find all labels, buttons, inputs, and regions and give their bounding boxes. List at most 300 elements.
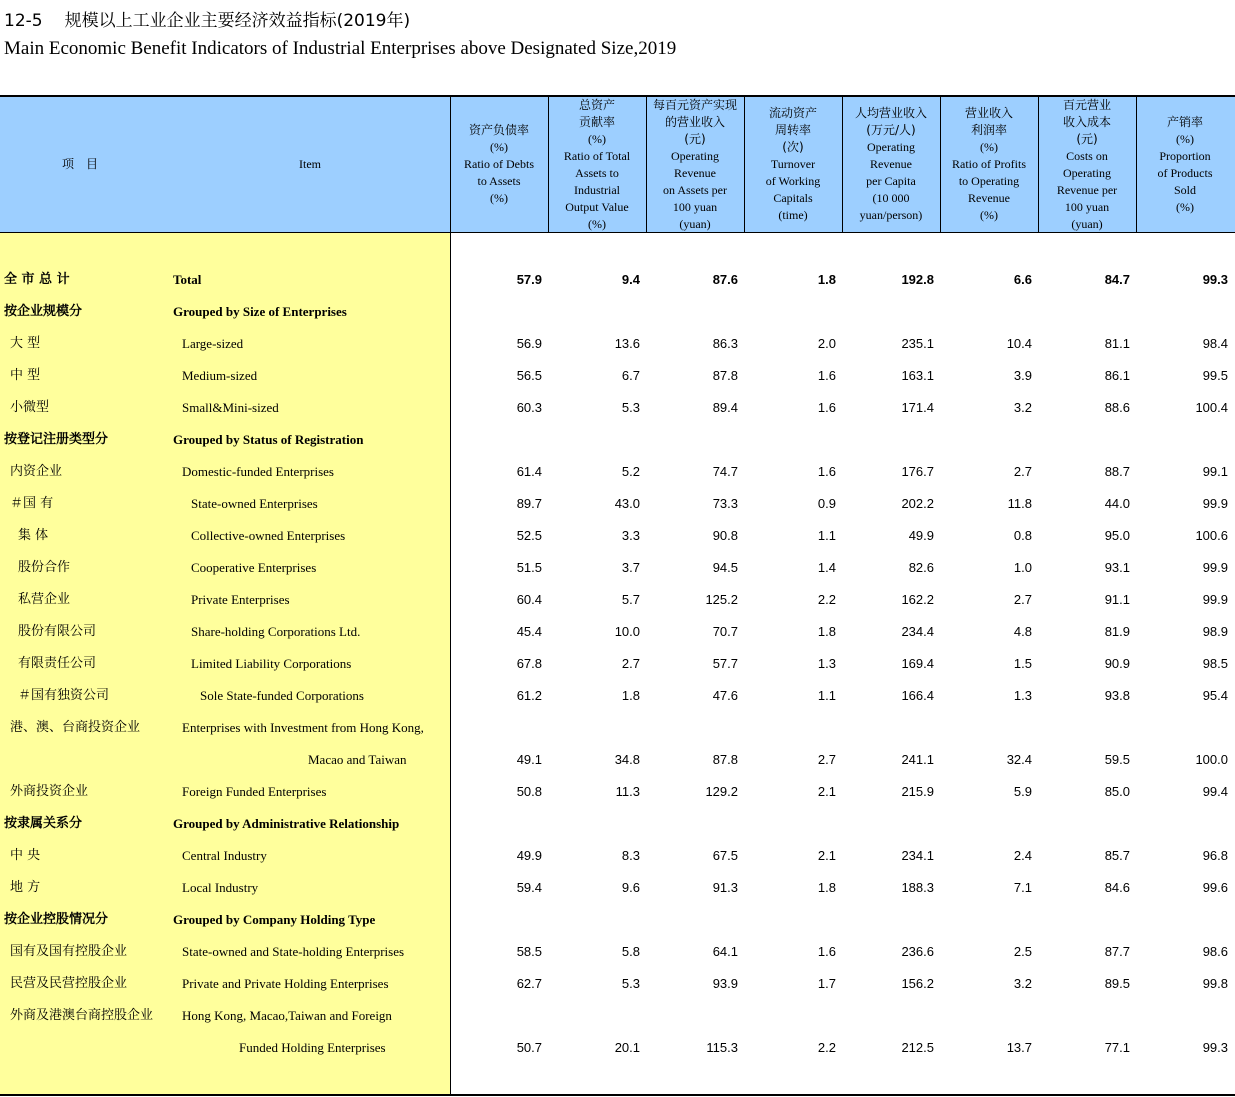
header-col-3-line: (yuan) xyxy=(679,216,711,231)
row-value-col-7: 88.6 xyxy=(1104,400,1130,415)
header-col-7-line: 百元营业 xyxy=(1062,97,1111,112)
row-value-col-1: 61.4 xyxy=(516,464,542,479)
row-value-col-6: 32.4 xyxy=(1006,752,1032,767)
row-value-col-4: 1.8 xyxy=(817,624,836,639)
row-value-col-1: 59.4 xyxy=(516,880,542,895)
row-label-en: Total xyxy=(173,272,202,287)
table-row xyxy=(0,456,1235,488)
row-value-col-3: 87.8 xyxy=(712,368,738,383)
row-value-col-7: 81.1 xyxy=(1104,336,1130,351)
header-col-3-line: on Assets per xyxy=(662,182,727,197)
row-value-col-1: 56.5 xyxy=(516,368,542,383)
row-value-col-2: 9.4 xyxy=(621,272,640,287)
row-value-col-3: 129.2 xyxy=(705,784,738,799)
row-value-col-1: 51.5 xyxy=(516,560,542,575)
row-value-col-5: 176.7 xyxy=(901,464,934,479)
row-value-col-7: 93.1 xyxy=(1104,560,1130,575)
row-value-col-7: 95.0 xyxy=(1104,528,1130,543)
row-value-col-2: 13.6 xyxy=(614,336,640,351)
row-value-col-1: 62.7 xyxy=(516,976,542,991)
row-value-col-1: 61.2 xyxy=(516,688,542,703)
row-value-col-8: 99.9 xyxy=(1202,496,1228,511)
row-value-col-3: 91.3 xyxy=(712,880,738,895)
row-value-col-5: 215.9 xyxy=(901,784,934,799)
header-col-2 xyxy=(548,97,646,232)
header-col-8-line: Proportion xyxy=(1159,148,1211,163)
row-value-col-8: 98.4 xyxy=(1202,336,1228,351)
column-divider xyxy=(646,97,647,233)
header-col-3-line: Operating xyxy=(671,148,719,163)
row-label-en: Foreign Funded Enterprises xyxy=(182,784,327,799)
row-label-en: Grouped by Administrative Relationship xyxy=(173,816,400,831)
row-value-col-2: 10.0 xyxy=(614,624,640,639)
row-value-col-6: 2.5 xyxy=(1013,944,1032,959)
table-row xyxy=(0,808,1235,840)
header-col-1-line: 资产负债率 xyxy=(468,123,529,137)
row-value-col-4: 1.6 xyxy=(817,944,836,959)
row-value-col-6: 1.3 xyxy=(1013,688,1032,703)
row-value-col-6: 0.8 xyxy=(1013,528,1032,543)
row-value-col-3: 86.3 xyxy=(712,336,738,351)
row-value-col-2: 5.3 xyxy=(621,976,640,991)
header-col-2-line: Ratio of Total xyxy=(563,148,631,163)
table-row xyxy=(0,968,1235,1000)
header-item-cn: 项 目 xyxy=(61,157,98,171)
row-label-cn: 有限责任公司 xyxy=(18,656,97,671)
header-col-1-line: to Assets xyxy=(477,174,521,188)
row-value-col-7: 59.5 xyxy=(1104,752,1130,767)
row-value-col-6: 5.9 xyxy=(1013,784,1032,799)
row-label-cn: 按隶属关系分 xyxy=(4,816,83,831)
row-value-col-8: 99.8 xyxy=(1202,976,1228,991)
row-value-col-5: 82.6 xyxy=(908,560,934,575)
row-value-col-2: 8.3 xyxy=(621,848,640,863)
row-value-col-3: 74.7 xyxy=(712,464,738,479)
row-value-col-3: 90.8 xyxy=(712,528,738,543)
row-value-col-1: 50.8 xyxy=(516,784,542,799)
row-label-cn: 港、澳、台商投资企业 xyxy=(10,720,141,735)
row-label-en: Share-holding Corporations Ltd. xyxy=(191,624,361,639)
row-label-en: Sole State-funded Corporations xyxy=(200,688,364,703)
row-label-cn: 国有及国有控股企业 xyxy=(10,944,128,959)
row-value-col-7: 90.9 xyxy=(1104,656,1130,671)
row-label-cn: 外商及港澳台商控股企业 xyxy=(10,1008,154,1023)
row-value-col-8: 99.3 xyxy=(1202,1040,1228,1055)
header-col-1-line: Ratio of Debts xyxy=(464,157,534,171)
header-col-5 xyxy=(842,97,940,232)
header-col-6 xyxy=(940,97,1038,232)
row-value-col-7: 88.7 xyxy=(1104,464,1130,479)
row-value-col-8: 99.4 xyxy=(1202,784,1228,799)
column-divider xyxy=(940,97,941,233)
row-label-cn: 民营及民营控股企业 xyxy=(10,976,128,991)
row-value-col-1: 50.7 xyxy=(516,1040,542,1055)
row-value-col-7: 84.7 xyxy=(1104,272,1130,287)
row-value-col-6: 1.0 xyxy=(1013,560,1032,575)
header-col-6-line: (%) xyxy=(980,140,998,154)
row-value-col-4: 2.7 xyxy=(817,752,836,767)
row-value-col-6: 1.5 xyxy=(1013,656,1032,671)
table-row xyxy=(0,1000,1235,1032)
row-label-cn: 按企业控股情况分 xyxy=(4,912,109,927)
table-row xyxy=(0,616,1235,648)
table-row xyxy=(0,552,1235,584)
row-label-en: Macao and Taiwan xyxy=(308,752,407,767)
row-label-en: State-owned and State-holding Enterprises xyxy=(182,944,405,959)
row-value-col-7: 87.7 xyxy=(1104,944,1130,959)
header-col-2-line: (%) xyxy=(587,216,606,231)
row-label-cn: 地 方 xyxy=(10,880,41,895)
table-row xyxy=(0,584,1235,616)
row-value-col-6: 7.1 xyxy=(1013,880,1032,895)
header-col-4-line: Capitals xyxy=(773,191,813,205)
table-row xyxy=(0,744,1235,776)
row-label-cn: 集 体 xyxy=(18,528,49,543)
header-col-4-line: Turnover xyxy=(770,157,816,171)
header-col-2-line: (%) xyxy=(587,131,606,146)
header-col-3-line: 的营业收入 xyxy=(664,114,725,129)
row-value-col-6: 3.2 xyxy=(1013,976,1032,991)
row-value-col-1: 49.9 xyxy=(516,848,542,863)
row-value-col-3: 125.2 xyxy=(705,592,738,607)
header-col-7-line: 收入成本 xyxy=(1062,114,1111,129)
row-value-col-5: 235.1 xyxy=(901,336,934,351)
header-col-6-line: 利润率 xyxy=(970,123,1007,137)
row-value-col-8: 99.9 xyxy=(1202,592,1228,607)
row-value-col-8: 95.4 xyxy=(1202,688,1228,703)
table-row xyxy=(0,904,1235,936)
row-value-col-2: 5.7 xyxy=(621,592,640,607)
header-col-7-line: Operating xyxy=(1063,165,1111,180)
table-title-cn-text: 规模以上工业企业主要经济效益指标(2019年) xyxy=(64,11,411,31)
table-row xyxy=(0,296,1235,328)
row-value-col-5: 234.1 xyxy=(901,848,934,863)
row-value-col-2: 5.8 xyxy=(621,944,640,959)
row-value-col-5: 163.1 xyxy=(901,368,934,383)
header-col-8 xyxy=(1136,97,1234,232)
row-value-col-4: 2.0 xyxy=(817,336,836,351)
table-row xyxy=(0,488,1235,520)
row-value-col-3: 67.5 xyxy=(712,848,738,863)
row-label-cn: 按登记注册类型分 xyxy=(4,432,109,447)
row-value-col-6: 4.8 xyxy=(1013,624,1032,639)
row-value-col-7: 86.1 xyxy=(1104,368,1130,383)
row-value-col-5: 162.2 xyxy=(901,592,934,607)
header-col-3 xyxy=(646,97,744,232)
header-col-5-line: per Capita xyxy=(866,174,916,188)
row-value-col-4: 1.6 xyxy=(817,368,836,383)
row-label-en: Cooperative Enterprises xyxy=(191,560,317,575)
row-label-cn: 中 型 xyxy=(10,368,41,383)
row-label-en: Central Industry xyxy=(182,848,267,863)
header-col-4-line: (time) xyxy=(778,208,808,222)
row-value-col-4: 2.1 xyxy=(817,848,836,863)
row-value-col-8: 100.4 xyxy=(1195,400,1228,415)
row-label-en: Hong Kong, Macao,Taiwan and Foreign xyxy=(182,1008,392,1023)
bottom-rule xyxy=(0,1094,1235,1096)
row-value-col-3: 94.5 xyxy=(712,560,738,575)
header-col-7-line: (元) xyxy=(1076,131,1098,146)
column-divider xyxy=(842,97,843,233)
row-value-col-6: 2.7 xyxy=(1013,464,1032,479)
header-col-7-line: Revenue per xyxy=(1056,182,1118,197)
table-row xyxy=(0,328,1235,360)
row-value-col-4: 0.9 xyxy=(817,496,836,511)
row-label-cn: 内资企业 xyxy=(10,464,63,479)
row-value-col-2: 43.0 xyxy=(614,496,640,511)
row-value-col-7: 85.7 xyxy=(1104,848,1130,863)
header-col-8-line: of Products xyxy=(1157,165,1213,180)
row-value-col-2: 20.1 xyxy=(614,1040,640,1055)
table-title-cn xyxy=(4,6,410,31)
header-col-2-line: 总资产 xyxy=(578,97,615,112)
row-value-col-3: 64.1 xyxy=(712,944,738,959)
row-value-col-1: 52.5 xyxy=(516,528,542,543)
header-col-2-line: Output Value xyxy=(565,199,629,214)
table-row xyxy=(0,360,1235,392)
row-value-col-7: 91.1 xyxy=(1104,592,1130,607)
header-col-7-line: 100 yuan xyxy=(1064,199,1110,214)
header-col-4-line: 周转率 xyxy=(774,123,811,137)
row-value-col-6: 6.6 xyxy=(1013,272,1032,287)
row-value-col-3: 57.7 xyxy=(712,656,738,671)
row-label-en: Private Enterprises xyxy=(191,592,290,607)
row-value-col-8: 99.5 xyxy=(1202,368,1228,383)
row-label-en: Enterprises with Investment from Hong Kong, xyxy=(182,720,424,735)
row-label-en: Local Industry xyxy=(182,880,259,895)
row-value-col-1: 58.5 xyxy=(516,944,542,959)
row-value-col-4: 1.7 xyxy=(817,976,836,991)
header-col-1 xyxy=(450,97,548,232)
header-col-8-line: (%) xyxy=(1176,199,1194,214)
row-value-col-3: 89.4 xyxy=(712,400,738,415)
row-value-col-7: 85.0 xyxy=(1104,784,1130,799)
row-label-en: Grouped by Status of Registration xyxy=(173,432,364,447)
data-table xyxy=(0,95,1235,1097)
table-row xyxy=(0,520,1235,552)
row-label-en: Grouped by Size of Enterprises xyxy=(173,304,347,319)
row-value-col-5: 156.2 xyxy=(901,976,934,991)
row-label-en: Domestic-funded Enterprises xyxy=(182,464,334,479)
row-value-col-3: 47.6 xyxy=(712,688,738,703)
row-value-col-4: 1.8 xyxy=(817,272,836,287)
row-value-col-5: 188.3 xyxy=(901,880,934,895)
row-label-cn: 全 市 总 计 xyxy=(4,272,70,287)
row-value-col-6: 3.2 xyxy=(1013,400,1032,415)
row-value-col-3: 87.8 xyxy=(712,752,738,767)
row-label-en: Grouped by Company Holding Type xyxy=(173,912,376,927)
row-value-col-5: 212.5 xyxy=(901,1040,934,1055)
row-value-col-8: 98.5 xyxy=(1202,656,1228,671)
table-row xyxy=(0,392,1235,424)
row-value-col-4: 1.8 xyxy=(817,880,836,895)
table-row xyxy=(0,264,1235,296)
row-value-col-4: 2.2 xyxy=(817,1040,836,1055)
header-col-5-line: Revenue xyxy=(870,157,912,171)
row-label-en: Private and Private Holding Enterprises xyxy=(182,976,389,991)
table-row xyxy=(0,680,1235,712)
row-label-cn: 小微型 xyxy=(10,400,50,415)
row-value-col-6: 2.7 xyxy=(1013,592,1032,607)
header-item-en: Item xyxy=(299,157,321,171)
row-label-cn: 按企业规模分 xyxy=(4,304,83,319)
row-value-col-5: 171.4 xyxy=(901,400,934,415)
row-value-col-2: 3.3 xyxy=(621,528,640,543)
row-value-col-3: 73.3 xyxy=(712,496,738,511)
header-col-6-line: 营业收入 xyxy=(964,106,1013,120)
row-value-col-2: 3.7 xyxy=(621,560,640,575)
header-col-2-line: Industrial xyxy=(573,182,620,197)
header-col-3-line: (元) xyxy=(684,131,706,146)
column-divider xyxy=(548,97,549,233)
table-row xyxy=(0,936,1235,968)
row-label-cn: ＃国 有 xyxy=(10,496,54,511)
row-value-col-4: 1.6 xyxy=(817,464,836,479)
header-col-7-line: (yuan) xyxy=(1071,216,1103,231)
row-value-col-1: 60.4 xyxy=(516,592,542,607)
row-label-cn: 股份有限公司 xyxy=(18,624,97,639)
row-value-col-4: 2.1 xyxy=(817,784,836,799)
header-col-4-line: (次) xyxy=(782,140,804,154)
header-col-6-line: (%) xyxy=(980,208,998,222)
row-value-col-8: 99.9 xyxy=(1202,560,1228,575)
row-value-col-6: 11.8 xyxy=(1007,496,1032,511)
header-col-7 xyxy=(1038,97,1136,232)
row-label-en: Medium-sized xyxy=(182,368,258,383)
header-col-6-line: to Operating xyxy=(958,174,1020,188)
table-number: 12-5 xyxy=(4,11,43,31)
row-value-col-2: 11.3 xyxy=(615,784,640,799)
header-col-1-line: (%) xyxy=(490,191,508,205)
row-value-col-5: 49.9 xyxy=(908,528,934,543)
table-title-en: Main Economic Benefit Indicators of Industrial Enterprises above Designated Size,2019 xyxy=(4,38,677,59)
row-value-col-1: 67.8 xyxy=(516,656,542,671)
column-divider xyxy=(1038,97,1039,233)
row-value-col-5: 236.6 xyxy=(901,944,934,959)
row-label-cn: 私营企业 xyxy=(18,592,71,607)
row-value-col-2: 34.8 xyxy=(614,752,640,767)
header-col-4-line: 流动资产 xyxy=(768,106,817,120)
header-col-5-line: 人均营业收入 xyxy=(854,106,927,120)
row-value-col-7: 93.8 xyxy=(1104,688,1130,703)
row-value-col-5: 169.4 xyxy=(901,656,934,671)
row-value-col-6: 2.4 xyxy=(1013,848,1032,863)
row-value-col-6: 3.9 xyxy=(1013,368,1032,383)
row-value-col-8: 96.8 xyxy=(1202,848,1228,863)
header-col-8-line: (%) xyxy=(1176,131,1194,146)
header-col-4 xyxy=(744,97,842,232)
row-label-en: State-owned Enterprises xyxy=(191,496,318,511)
row-value-col-1: 49.1 xyxy=(516,752,542,767)
row-value-col-7: 89.5 xyxy=(1104,976,1130,991)
header-col-3-line: Revenue xyxy=(674,165,716,180)
column-divider xyxy=(744,97,745,233)
header-col-6-line: Ratio of Profits xyxy=(952,157,1026,171)
row-value-col-4: 1.6 xyxy=(817,400,836,415)
row-value-col-3: 70.7 xyxy=(712,624,738,639)
header-col-3-line: 每百元资产实现 xyxy=(652,97,737,112)
table-row xyxy=(0,648,1235,680)
table-row xyxy=(0,1032,1235,1064)
row-value-col-4: 2.2 xyxy=(817,592,836,607)
row-value-col-5: 166.4 xyxy=(901,688,934,703)
row-value-col-3: 93.9 xyxy=(712,976,738,991)
row-value-col-1: 60.3 xyxy=(516,400,542,415)
header-col-5-line: (万元/人) xyxy=(866,123,916,137)
table-row xyxy=(0,424,1235,456)
row-label-cn: ＃国有独资公司 xyxy=(18,688,110,703)
row-label-cn: 外商投资企业 xyxy=(10,784,89,799)
row-value-col-1: 89.7 xyxy=(516,496,542,511)
header-col-2-line: Assets to xyxy=(575,165,619,180)
row-value-col-7: 84.6 xyxy=(1104,880,1130,895)
row-value-col-5: 192.8 xyxy=(901,272,934,287)
row-value-col-3: 115.3 xyxy=(706,1040,738,1055)
row-value-col-5: 241.1 xyxy=(901,752,934,767)
row-value-col-8: 100.0 xyxy=(1195,752,1228,767)
row-value-col-6: 10.4 xyxy=(1006,336,1032,351)
header-col-8-line: Sold xyxy=(1173,182,1196,197)
row-label-en: Large-sized xyxy=(182,336,244,351)
row-label-en: Limited Liability Corporations xyxy=(191,656,352,671)
row-value-col-3: 87.6 xyxy=(712,272,738,287)
header-col-2-line: 贡献率 xyxy=(578,114,615,129)
row-label-en: Funded Holding Enterprises xyxy=(239,1040,386,1055)
row-label-cn: 大 型 xyxy=(10,336,41,351)
header-col-1-line: (%) xyxy=(490,140,508,154)
table-row xyxy=(0,712,1235,744)
row-value-col-8: 99.3 xyxy=(1202,272,1228,287)
column-divider xyxy=(1136,97,1137,233)
table-row xyxy=(0,840,1235,872)
header-col-7-line: Costs on xyxy=(1066,148,1108,163)
header-col-5-line: Operating xyxy=(867,140,915,154)
row-value-col-4: 1.3 xyxy=(817,656,836,671)
table-row xyxy=(0,872,1235,904)
header-col-3-line: 100 yuan xyxy=(672,199,718,214)
row-value-col-5: 202.2 xyxy=(901,496,934,511)
row-label-en: Collective-owned Enterprises xyxy=(191,528,346,543)
row-value-col-6: 13.7 xyxy=(1006,1040,1032,1055)
row-value-col-4: 1.1 xyxy=(817,688,836,703)
header-col-4-line: of Working xyxy=(765,174,821,188)
row-value-col-7: 44.0 xyxy=(1104,496,1130,511)
row-value-col-8: 98.6 xyxy=(1202,944,1228,959)
row-value-col-8: 99.1 xyxy=(1202,464,1228,479)
row-value-col-2: 5.3 xyxy=(621,400,640,415)
row-value-col-2: 5.2 xyxy=(621,464,640,479)
row-label-en: Small&Mini-sized xyxy=(182,400,279,415)
table-row xyxy=(0,776,1235,808)
row-value-col-8: 99.6 xyxy=(1202,880,1228,895)
row-value-col-2: 2.7 xyxy=(621,656,640,671)
row-value-col-4: 1.4 xyxy=(817,560,836,575)
row-value-col-7: 77.1 xyxy=(1104,1040,1130,1055)
row-value-col-7: 81.9 xyxy=(1104,624,1130,639)
header-col-8-line: 产销率 xyxy=(1166,114,1203,129)
header-col-6-line: Revenue xyxy=(968,191,1010,205)
row-value-col-2: 9.6 xyxy=(621,880,640,895)
row-value-col-1: 56.9 xyxy=(516,336,542,351)
row-value-col-8: 100.6 xyxy=(1195,528,1228,543)
row-value-col-4: 1.1 xyxy=(817,528,836,543)
row-value-col-8: 98.9 xyxy=(1202,624,1228,639)
row-value-col-2: 6.7 xyxy=(621,368,640,383)
header-col-5-line: yuan/person) xyxy=(859,208,923,222)
row-value-col-5: 234.4 xyxy=(901,624,934,639)
row-value-col-2: 1.8 xyxy=(621,688,640,703)
row-label-cn: 股份合作 xyxy=(18,560,71,575)
